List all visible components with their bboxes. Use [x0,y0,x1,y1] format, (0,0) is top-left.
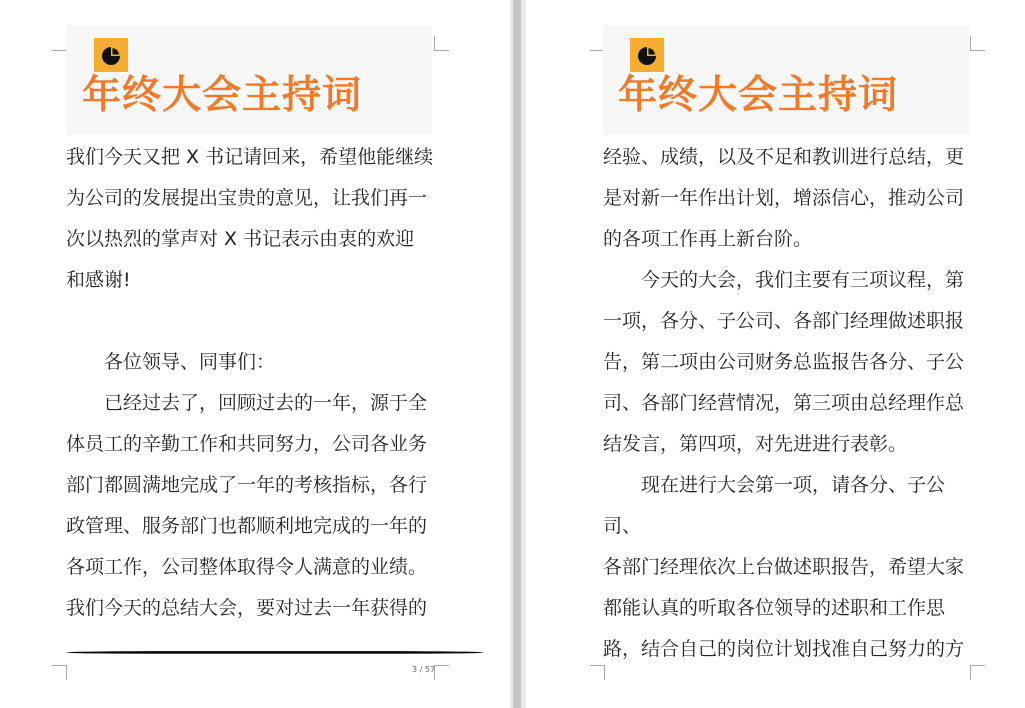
pie-chart-icon [635,43,659,67]
text-line: 都能认真的听取各位领导的述职和工作思 [603,597,946,619]
crop-mark-bottom-left [590,665,605,680]
text-line: 为公司的发展提出宝贵的意见，让我们再一 [66,187,428,209]
paragraph-spacer [66,301,438,342]
crop-mark-top-right [970,36,985,51]
page-body [66,137,438,629]
crop-mark-bottom-right [970,665,985,680]
document-page-left [0,0,510,708]
pie-chart-icon [99,43,123,67]
text-line: 各位领导、同事们： [104,351,276,373]
text-line: 告，第二项由公司财务总监报告各分、子公 [603,351,965,373]
text-line: 和感谢! [66,269,131,291]
text-line: 经验、成绩，以及不足和教训进行总结，更 [603,146,965,168]
header-banner [66,25,432,135]
logo-badge [94,38,128,72]
text-line: 是对新一年作出计划，增添信心，推动公司 [603,187,965,209]
text-line: 部门都圆满地完成了一年的考核指标，各行 [66,474,428,496]
text-line: 司、各部门经营情况，第三项由总经理作总 [603,392,965,414]
text-line: 已经过去了，回顾过去的一年，源于全 [104,392,428,414]
crop-mark-top-left [52,36,67,51]
header-banner [603,25,969,135]
page-separator [513,0,521,708]
page-number: 3 / 57 [412,665,436,674]
crop-mark-bottom-left [52,665,67,680]
text-line: 政管理、服务部门也都顺利地完成的一年的 [66,515,428,537]
crop-mark-top-right [434,36,449,51]
text-line: 今天的大会，我们主要有三项议程，第 [641,269,965,291]
logo-badge [630,38,664,72]
document-title: 年终大会主持词 [82,73,363,118]
text-line: 各部门经理依次上台做述职报告，希望大家 [603,556,965,578]
text-line: 路，结合自己的岗位计划找准自己努力的方 [603,638,965,660]
text-line: 结发言，第四项，对先进进行表彰。 [603,433,908,455]
footer-rule [66,651,484,654]
text-line: 体员工的辛勤工作和共同努力，公司各业务 [66,433,428,455]
text-line: 现在进行大会第一项，请各分、子公司、 [603,474,946,537]
page-body [603,137,975,670]
text-line: 我们今天又把 X 书记请回来，希望他能继续 [66,146,434,168]
document-title: 年终大会主持词 [618,73,899,118]
crop-mark-bottom-right [434,665,449,680]
text-line: 各项工作，公司整体取得令人满意的业绩。 [66,556,428,578]
document-page-right [526,0,1025,708]
text-line: 我们今天的总结大会，要对过去一年获得的 [66,597,428,619]
text-line: 的各项工作再上新台阶。 [603,228,813,250]
text-line: 次以热烈的掌声对 X 书记表示由衷的欢迎 [66,228,415,250]
text-line: 一项，各分、子公司、各部门经理做述职报 [603,310,965,332]
